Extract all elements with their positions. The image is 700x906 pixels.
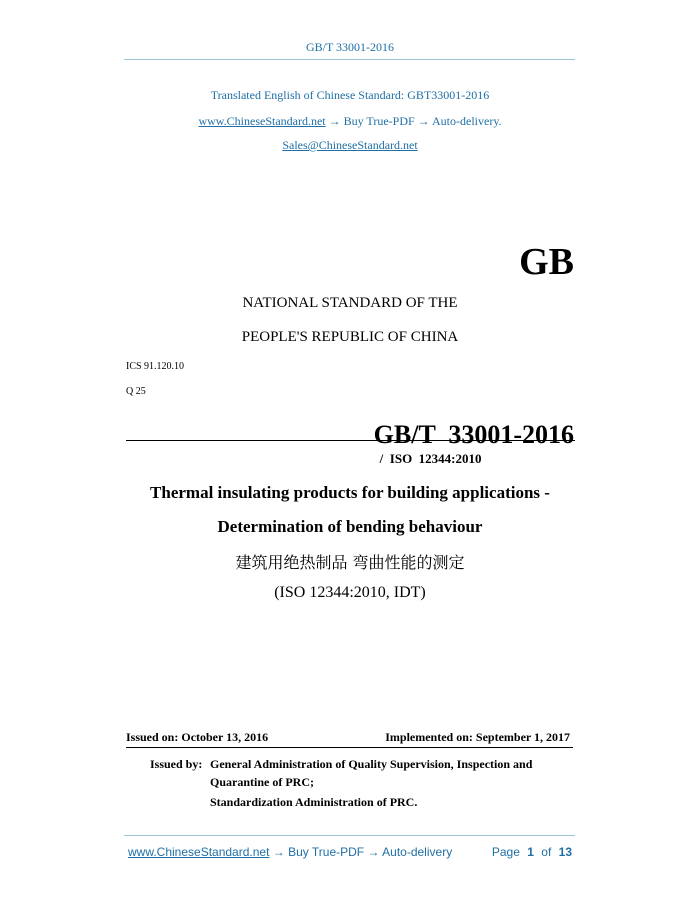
standard-number-divider [126, 440, 575, 441]
page-indicator [492, 845, 572, 859]
page-current: 1 [527, 845, 534, 859]
issued-by-block [150, 755, 533, 811]
issue-divider [126, 747, 573, 748]
arrow-icon: → [272, 845, 285, 859]
national-standard-line2: PEOPLE'S REPUBLIC OF CHINA [241, 329, 459, 345]
header-divider [124, 59, 575, 60]
arrow-icon: → [417, 114, 430, 128]
footer-website-link[interactable]: www.ChineseStandard.net [128, 845, 270, 859]
translated-notice: Translated English of Chinese Standard: GBT33001-2016 [210, 88, 490, 102]
issued-by-label: Issued by: [150, 757, 203, 771]
footer-divider [124, 835, 575, 836]
issued-on: Issued on: October 13, 2016 [126, 730, 269, 744]
page-label: Page [491, 845, 520, 859]
buy-pdf-link[interactable]: Buy True-PDF [343, 114, 415, 128]
standard-number: GB/T 33001-2016 [373, 420, 574, 449]
auto-delivery-text: Auto-delivery. [432, 114, 502, 128]
sales-email-link[interactable]: Sales@ChineseStandard.net [282, 138, 418, 152]
issued-by-line2: Quarantine of PRC; [210, 775, 314, 789]
implemented-on: Implemented on: September 1, 2017 [385, 730, 570, 744]
gb-logo: GB [519, 241, 574, 283]
page-of: of [541, 845, 552, 859]
ics-code: ICS 91.120.10 [126, 361, 185, 372]
arrow-icon: → [328, 114, 341, 128]
document-title-chinese: 建筑用绝热制品 弯曲性能的测定 [235, 553, 465, 572]
document-title-line2: Determination of bending behaviour [217, 517, 483, 536]
email-line [0, 138, 700, 153]
national-standard-line1: NATIONAL STANDARD OF THE [242, 295, 458, 311]
footer-purchase-line [128, 845, 452, 859]
issued-by-line3: Standardization Administration of PRC. [210, 795, 418, 809]
website-link[interactable]: www.ChineseStandard.net [198, 114, 326, 128]
classification-code: Q 25 [126, 386, 146, 397]
iso-equivalence: (ISO 12344:2010, IDT) [274, 584, 426, 601]
footer-auto-delivery: Auto-delivery [382, 845, 453, 859]
document-title-line1: Thermal insulating products for building applications - [150, 483, 550, 502]
footer-buy-pdf-link[interactable]: Buy True-PDF [288, 845, 365, 859]
header-title: GB/T 33001-2016 [305, 40, 395, 54]
arrow-icon: → [367, 845, 380, 859]
issued-by-line1: General Administration of Quality Supervision, Inspection and [210, 757, 533, 771]
purchase-line [0, 114, 700, 129]
standard-number-line [366, 402, 574, 468]
iso-reference: / ISO 12344:2010 [379, 451, 482, 466]
page-total: 13 [558, 845, 572, 859]
